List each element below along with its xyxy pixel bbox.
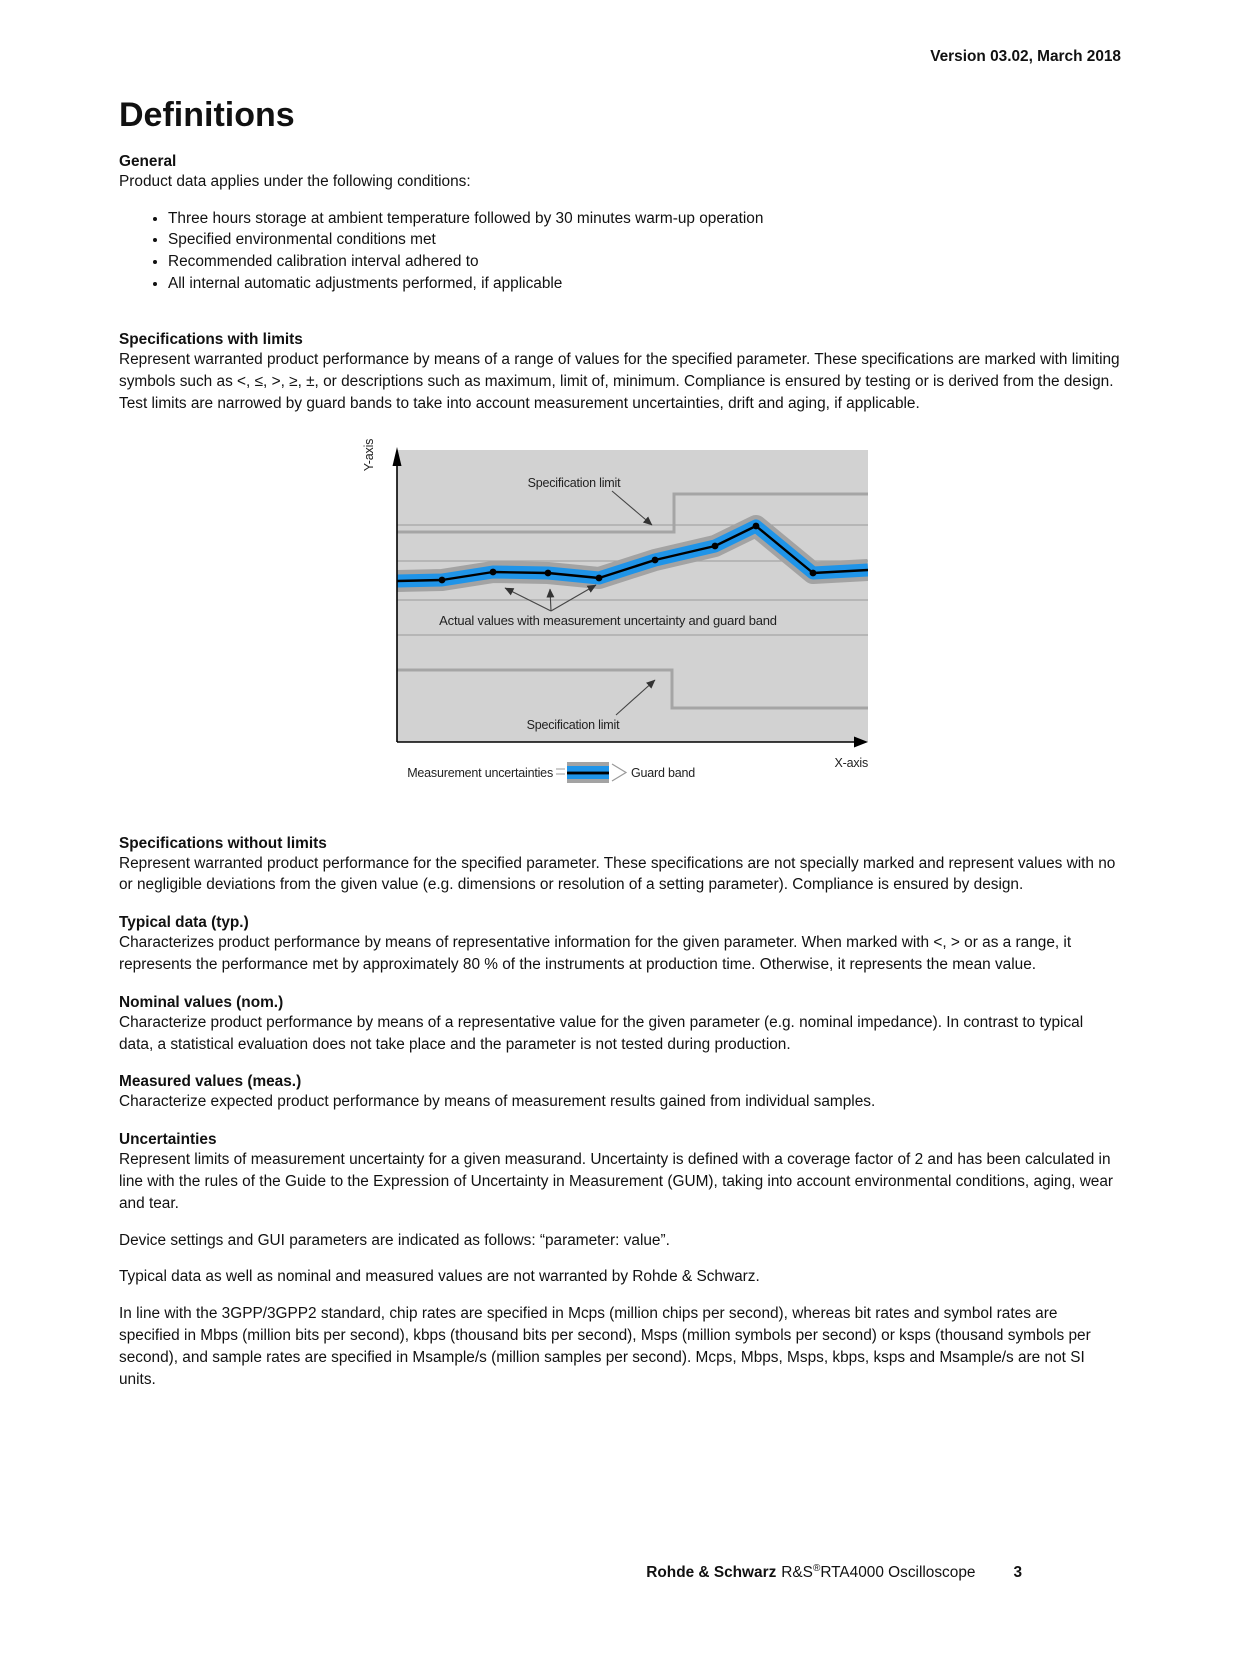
note-not-warranted: Typical data as well as nominal and measured values are not warranted by Rohde & Schwarz. — [119, 1268, 760, 1286]
list-item: • Recommended calibration interval adhered to — [168, 251, 1121, 273]
list-item: • All internal automatic adjustments performed, if applicable — [168, 273, 1121, 295]
typical-data-text: Characterizes product performance by means of representative information for the given parameter. When marked with <, > or as a range, it represents the performance met by approximately 80 % of the instruments at production time. Otherwise, it represents the mean value. — [119, 934, 1072, 973]
measured-point-dot — [439, 576, 446, 583]
list-item: • Three hours storage at ambient temperature followed by 30 minutes warm-up operation — [168, 208, 1121, 230]
specification-limit-figure — [355, 425, 870, 793]
upper-spec-limit-label: Specification limit — [527, 475, 621, 490]
note-device-settings: Device settings and GUI parameters are indicated as follows: “parameter: value”. — [119, 1231, 670, 1249]
legend-curve-swatch — [567, 771, 609, 774]
footer-model-prefix: R&S — [781, 1564, 813, 1582]
heading-spec-without-limits: Specifications without limits — [119, 834, 327, 852]
measured-point-dot — [490, 568, 497, 575]
conditions-list — [119, 208, 1121, 294]
actual-values-label: Actual values with measurement uncertainty and guard band — [439, 612, 777, 628]
heading-typical-data: Typical data (typ.) — [119, 914, 249, 932]
page-title: Definitions — [119, 96, 295, 134]
footer-brand: Rohde & Schwarz — [646, 1564, 777, 1582]
measured-point-dot — [712, 542, 719, 549]
general-intro: Product data applies under the following conditions: — [119, 173, 471, 190]
definitions-diagram — [355, 425, 870, 793]
x-axis-label: X-axis — [834, 755, 868, 770]
measured-point-dot — [545, 569, 552, 576]
measured-point-dot — [652, 556, 659, 563]
legend-guard-band-label: Guard band — [631, 765, 696, 780]
heading-measured-values: Measured values (meas.) — [119, 1073, 302, 1091]
uncertainties-text: Represent limits of measurement uncertainty for a given measurand. Uncertainty is defined with a coverage factor of 2 and has been calculated in line with the rules of the Guide to the Expression of Uncertainty in Measurement (GUM), taking into account environmental conditions, aging, wear and tear. — [119, 1151, 1114, 1212]
measured-point-dot — [596, 574, 603, 581]
lower-spec-limit-label: Specification limit — [526, 717, 620, 732]
measured-point-dot — [810, 569, 817, 576]
y-axis-label: Y-axis — [362, 438, 376, 471]
legend-uncertainty-label: Measurement uncertainties — [407, 765, 553, 780]
page-number: 3 — [1013, 1564, 1022, 1582]
heading-uncertainties: Uncertainties — [119, 1131, 217, 1149]
heading-general: General — [119, 153, 177, 170]
measured-values-text: Characterize expected product performance by means of measurement results gained from individual samples. — [119, 1093, 876, 1111]
page-footer — [646, 1563, 1022, 1582]
list-item: • Specified environmental conditions met — [168, 229, 1121, 251]
measured-point-dot — [753, 522, 760, 529]
footer-model-suffix: RTA4000 Oscilloscope — [820, 1564, 976, 1582]
heading-spec-with-limits: Specifications with limits — [119, 331, 303, 349]
nominal-values-text: Characterize product performance by means of a representative value for the given parameter (e.g. nominal impedance). In contrast to typical data, a statistical evaluation does not take place and the parameter is not tested during production. — [119, 1013, 1084, 1053]
heading-nominal-values: Nominal values (nom.) — [119, 993, 284, 1011]
note-3gpp-units: In line with the 3GPP/3GPP2 standard, chip rates are specified in Mcps (million chips per second), whereas bit rates and symbol rates are specified in Mbps (million bits per second), kbps (thousand bits per second), Msps (million symbols per second) or ksps (thousand symbols per second), and sample rates are specified in Msample/s (million samples per second). Mcps, Mbps, Msps, kbps, ksps and Msample/s are not SI units. — [119, 1305, 1091, 1388]
version-header: Version 03.02, March 2018 — [930, 48, 1121, 65]
spec-with-limits-text: Represent warranted product performance by means of a range of values for the specified parameter. These specifications are marked with limiting symbols such as <, ≤, >, ≥, ±, or descriptions such as maximum, limit of, minimum. Compliance is ensured by testing or is derived from the design. Test limits are narrowed by guard bands to take into account measurement uncertainties, drift and aging, if applicable. — [119, 351, 1120, 412]
registered-trademark-icon: ® — [812, 1563, 821, 1574]
legend-bracket-icon — [612, 764, 626, 781]
spec-without-limits-text: Represent warranted product performance for the specified parameter. These specifications are not specially marked and represent values with no or negligible deviations from the given value (e.g. dimensions or resolution of a setting parameter). Compliance is ensured by design. — [119, 854, 1116, 894]
